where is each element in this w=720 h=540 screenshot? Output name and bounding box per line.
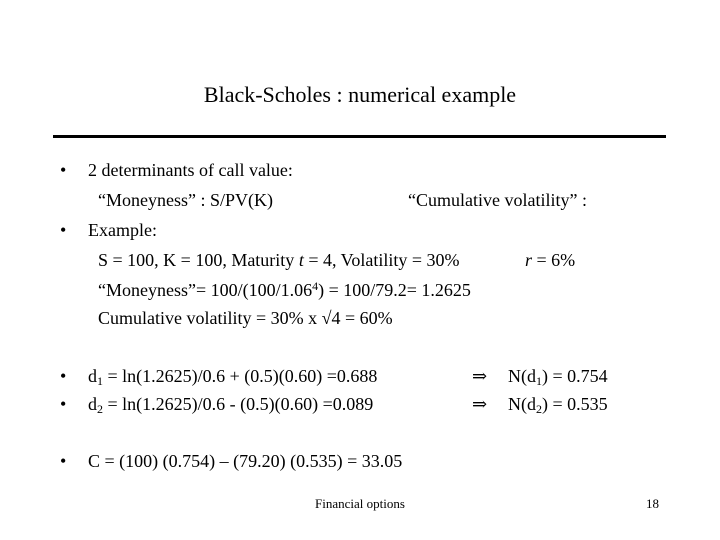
- page-number: 18: [646, 496, 659, 511]
- bullet-marker: •: [60, 220, 67, 240]
- example-heading: Example:: [88, 220, 157, 240]
- bullet-marker: •: [60, 394, 67, 414]
- nd2-value: $N(d_2) = 0.535$: [508, 394, 608, 416]
- bullet-marker: •: [60, 451, 67, 471]
- moneyness-definition: “Moneyness” : S/PV(K): [98, 190, 273, 210]
- d2-formula: $d_2 = \ln(1.2625)/0.6 - (0.5)(0.60) =0.089$: [88, 394, 374, 416]
- call-value-formula: C = (100) (0.754) – (79.20) (0.535) = 33.05: [88, 451, 403, 471]
- determinants-line: 2 determinants of call value:: [88, 160, 293, 180]
- slide-title: Black-Scholes : numerical example: [203, 82, 517, 107]
- cumulative-volatility-definition: “Cumulative volatility” :: [408, 190, 587, 210]
- nd1-value: $N(d_1) = 0.754$: [508, 366, 608, 388]
- cumulative-volatility-calculation: Cumulative volatility = 30% x √4 = 60%: [98, 308, 393, 328]
- d1-formula: $d_1 = \ln(1.2625)/0.6 + (0.5)(0.60) =0.688$: [88, 366, 378, 388]
- implies-arrow: ⇒: [472, 366, 488, 386]
- title-divider: [53, 135, 666, 138]
- sqrt-symbol: √: [321, 308, 332, 328]
- rate-value: r = 6%: [525, 250, 576, 270]
- moneyness-calculation: “Moneyness”= $100/(100/1.06^4) = 100/79.2= 1.2625$: [98, 279, 471, 300]
- implies-arrow: ⇒: [472, 394, 488, 414]
- parameters-line: S = 100, K = 100, Maturity t = 4, Volatility = 30%: [98, 250, 460, 270]
- slide-footer: Financial options: [315, 496, 405, 511]
- bullet-marker: •: [60, 366, 67, 386]
- bullet-marker: •: [60, 160, 67, 180]
